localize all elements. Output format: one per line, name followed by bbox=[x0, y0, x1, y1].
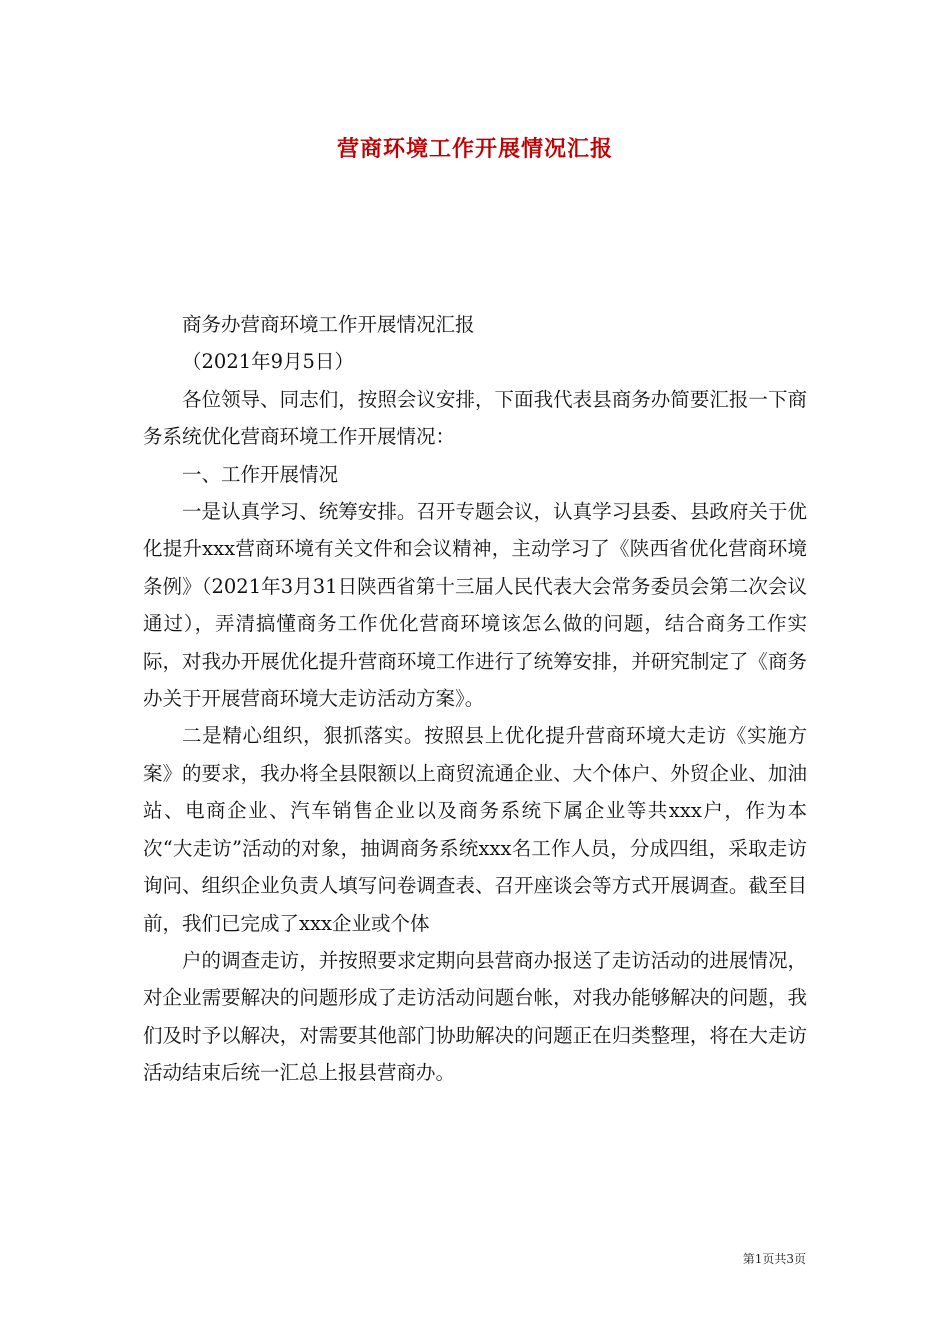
paragraph-study: 一是认真学习、统筹安排。召开专题会议，认真学习县委、县政府关于优化提升xxx营商环境有关文件和会议精神，主动学习了《陕西省优化营商环境条例》（2021年3月31日陕西省第十三届人民代表大会常务委员会第二次会议通过），弄清搞懂商务工作优化营商环境该怎么做的问题，结合商务工作实际，对我办开展优化提升营商环境工作进行了统筹安排，并研究制定了《商务办关于开展营商环境大走访活动方案》。 bbox=[143, 500, 807, 711]
document-body bbox=[143, 306, 807, 1092]
paragraph-survey: 户的调查走访，并按照要求定期向县营商办报送了走访活动的进展情况，对企业需要解决的问题形成了走访活动问题台帐，对我办能够解决的问题，我们及时予以解决，对需要其他部门协助解决的问题正在归类整理，将在大走访活动结束后统一汇总上报县营商办。 bbox=[143, 948, 807, 1085]
document-title: 营商环境工作开展情况汇报 bbox=[336, 136, 613, 162]
paragraph-subtitle: 商务办营商环境工作开展情况汇报 bbox=[182, 313, 475, 336]
section-heading: 一、工作开展情况 bbox=[182, 462, 339, 486]
page-number: 第1页共3页 bbox=[742, 1252, 806, 1266]
paragraph-greeting: 各位领导、同志们，按照会议安排，下面我代表县商务办简要汇报一下商务系统优化营商环境工作开展情况： bbox=[143, 387, 807, 449]
paragraph-organize: 二是精心组织，狠抓落实。按照县上优化提升营商环境大走访《实施方案》的要求，我办将全县限额以上商贸流通企业、大个体户、外贸企业、加油站、电商企业、汽车销售企业以及商务系统下属企业等共xxx户，作为本次“大走访”活动的对象，抽调商务系统xxx名工作人员，分成四组，采取走访询问、组织企业负责人填写问卷调查表、召开座谈会等方式开展调查。截至目前，我们已完成了xxx企业或个体 bbox=[143, 724, 807, 935]
paragraph-date: （2021年9月5日） bbox=[182, 350, 354, 374]
